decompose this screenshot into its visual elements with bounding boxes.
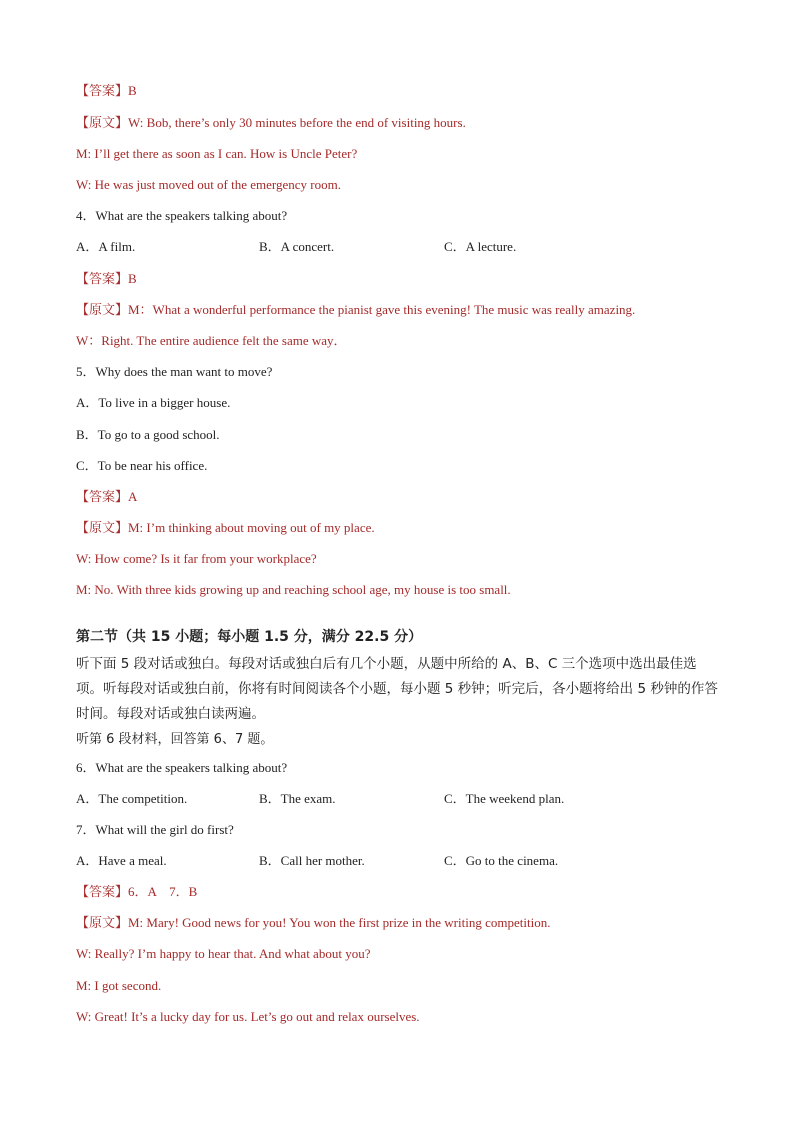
option-a: A．To live in a bigger house. [76, 395, 231, 410]
option-b: B．Call her mother. [259, 853, 365, 868]
transcript-line: W: Really? I’m happy to hear that. And what about you? [76, 946, 371, 961]
option-c: C．The weekend plan. [444, 791, 565, 806]
transcript-line: W: Great! It’s a lucky day for us. Let’s go out and relax ourselves. [76, 1009, 420, 1024]
transcript-line: W: How come? Is it far from your workplace? [76, 551, 317, 566]
transcript-line: 【原文】W: Bob, there’s only 30 minutes before the end of visiting hours. [76, 115, 466, 130]
option-c: C．To be near his office. [76, 458, 208, 473]
question-6: 6．What are the speakers talking about? [76, 760, 288, 775]
transcript-line: W：Right. The entire audience felt the same way． [76, 333, 347, 348]
transcript-line: 【原文】M：What a wonderful performance the pianist gave this evening! The music was really amazing. [76, 302, 636, 317]
question-4-options [76, 238, 716, 256]
answer-label: 【答案】A [76, 489, 138, 504]
option-b: B．The exam. [259, 791, 336, 806]
answer-label: 【答案】B [76, 271, 137, 286]
section-heading: 第二节（共 15 小题；每小题 1.5 分，满分 22.5 分） [76, 629, 423, 645]
transcript-line: M: No. With three kids growing up and reaching school age, my house is too small. [76, 582, 511, 597]
transcript-line: 【原文】M: Mary! Good news for you! You won the first prize in the writing competition. [76, 915, 551, 930]
option-c: C．Go to the cinema. [444, 853, 559, 868]
option-b: B．To go to a good school. [76, 427, 220, 442]
option-a: A．Have a meal. [76, 853, 167, 868]
question-7-options [76, 852, 716, 870]
transcript-line: W: He was just moved out of the emergency room. [76, 177, 341, 192]
transcript-line: M: I’ll get there as soon as I can. How is Uncle Peter? [76, 146, 358, 161]
answer-label: 【答案】B [76, 83, 137, 98]
option-a: A．The competition. [76, 791, 188, 806]
transcript-line: M: I got second. [76, 978, 162, 993]
question-5: 5．Why does the man want to move? [76, 364, 273, 379]
section-instructions: 听下面 5 段对话或独白。每段对话或独白后有几个小题，从题中所给的 A、B、C 三个选项中选出最佳选项。听每段对话或独白前，你将有时间阅读各个小题，每小题 5 秒钟；听完后，各小题将给出 5 秒钟的作答时间。每段对话或独白读两遍。 [76, 656, 718, 722]
option-c: C．A lecture. [444, 239, 517, 254]
option-b: B．A concert. [259, 239, 335, 254]
question-7: 7．What will the girl do first? [76, 822, 234, 837]
material-note: 听第 6 段材料，回答第 6、7 题。 [76, 732, 274, 747]
answer-label: 【答案】6．A 7．B [76, 884, 198, 899]
transcript-line: 【原文】M: I’m thinking about moving out of my place. [76, 520, 375, 535]
question-4: 4．What are the speakers talking about? [76, 208, 288, 223]
option-a: A．A film. [76, 239, 136, 254]
question-6-options [76, 790, 716, 808]
